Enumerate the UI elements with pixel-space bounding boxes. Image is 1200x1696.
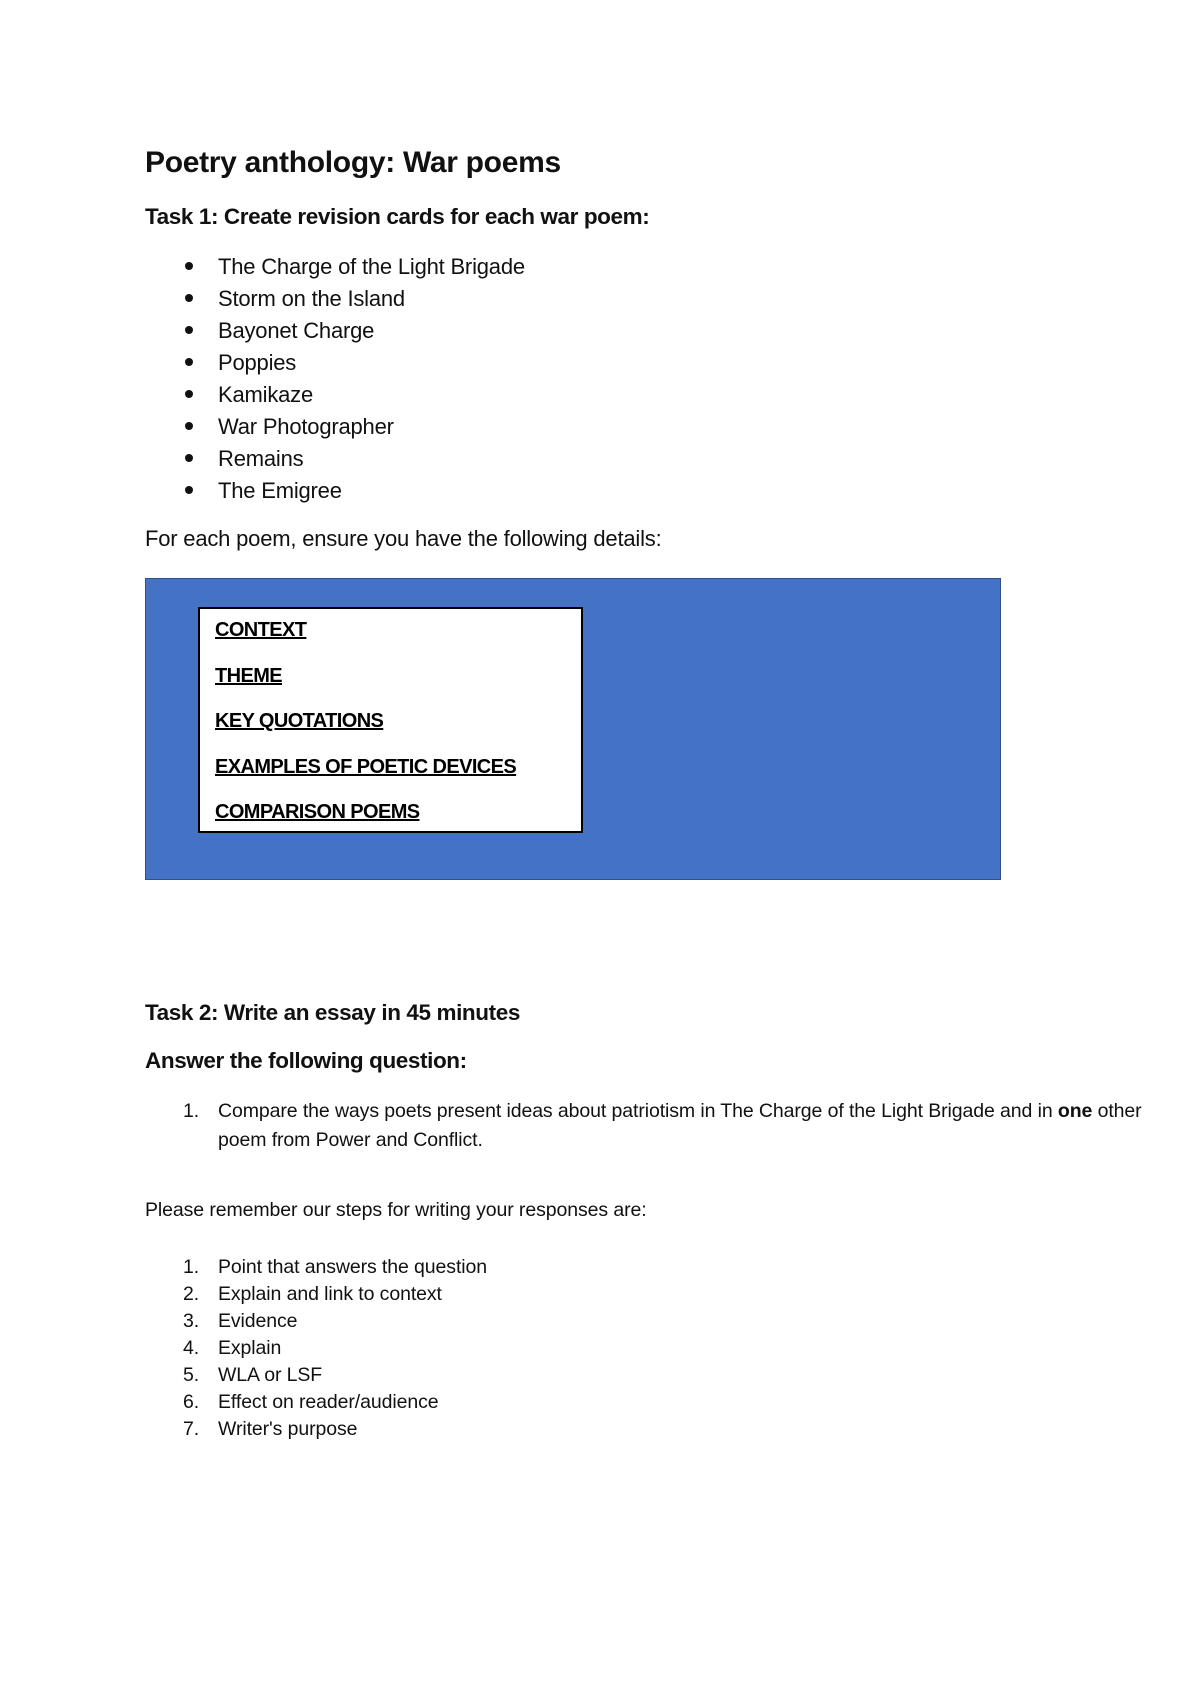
poem-title: Kamikaze [218,382,313,407]
list-item [185,350,525,382]
step-text: WLA or LSF [218,1364,323,1386]
question-emphasis: one [1057,1100,1093,1122]
list-item [185,446,525,478]
steps-intro: Please remember our steps for writing your responses are: [145,1199,647,1221]
poem-title: The Emigree [218,478,342,503]
list-item [185,286,525,318]
detail-key-quotations: KEY QUOTATIONS [215,710,384,732]
poem-title: Remains [218,446,304,471]
list-item [145,1281,487,1308]
question-text-part1: Compare the ways poets present ideas about patriotism in The Charge of the Light Brigade and in [218,1100,1053,1122]
bullet-icon [185,358,193,366]
list-item [145,1416,487,1443]
list-item [145,1335,487,1362]
poem-list [185,254,525,510]
list-number: 7. [183,1418,200,1440]
step-text: Evidence [218,1310,298,1332]
list-number: 1. [183,1100,200,1122]
detail-poetic-devices: EXAMPLES OF POETIC DEVICES [215,755,517,778]
list-item [145,1389,487,1416]
detail-context: CONTEXT [215,619,307,641]
bullet-icon [185,486,193,494]
question-list [145,1097,1155,1155]
list-item [145,1362,487,1389]
list-number: 6. [183,1391,200,1413]
question-text-part2: other poem from Power and Conflict. [218,1100,1142,1151]
bullet-icon [185,454,193,462]
list-number: 1. [183,1256,200,1278]
page-title: Poetry anthology: War poems [145,146,561,179]
poem-title: Poppies [218,350,297,375]
step-text: Explain and link to context [218,1283,442,1305]
list-item [145,1308,487,1335]
list-item [185,382,525,414]
list-number: 5. [183,1364,200,1386]
list-number: 2. [183,1283,200,1305]
details-text-box [198,607,583,833]
step-text: Point that answers the question [218,1256,487,1278]
poem-title: War Photographer [218,414,394,439]
poem-title: Storm on the Island [218,286,405,311]
list-item [185,254,525,286]
list-number: 4. [183,1337,200,1359]
list-item [185,478,525,510]
step-text: Effect on reader/audience [218,1391,439,1413]
bullet-icon [185,294,193,302]
bullet-icon [185,390,193,398]
step-text: Explain [218,1337,282,1359]
task1-heading: Task 1: Create revision cards for each war poem: [145,204,650,229]
bullet-icon [185,262,193,270]
poem-title: Bayonet Charge [218,318,375,343]
list-item [185,318,525,350]
steps-list [145,1254,487,1443]
bullet-icon [185,422,193,430]
list-item [145,1254,487,1281]
task2-heading: Task 2: Write an essay in 45 minutes [145,1000,520,1025]
detail-comparison-poems: COMPARISON POEMS [215,801,420,823]
detail-theme: THEME [215,664,283,687]
details-instruction: For each poem, ensure you have the following details: [145,526,662,551]
list-item [185,414,525,446]
bullet-icon [185,326,193,334]
step-text: Writer's purpose [218,1418,358,1440]
list-number: 3. [183,1310,200,1332]
question-item [145,1097,1155,1155]
answer-heading: Answer the following question: [145,1048,467,1073]
poem-title: The Charge of the Light Brigade [218,254,525,279]
